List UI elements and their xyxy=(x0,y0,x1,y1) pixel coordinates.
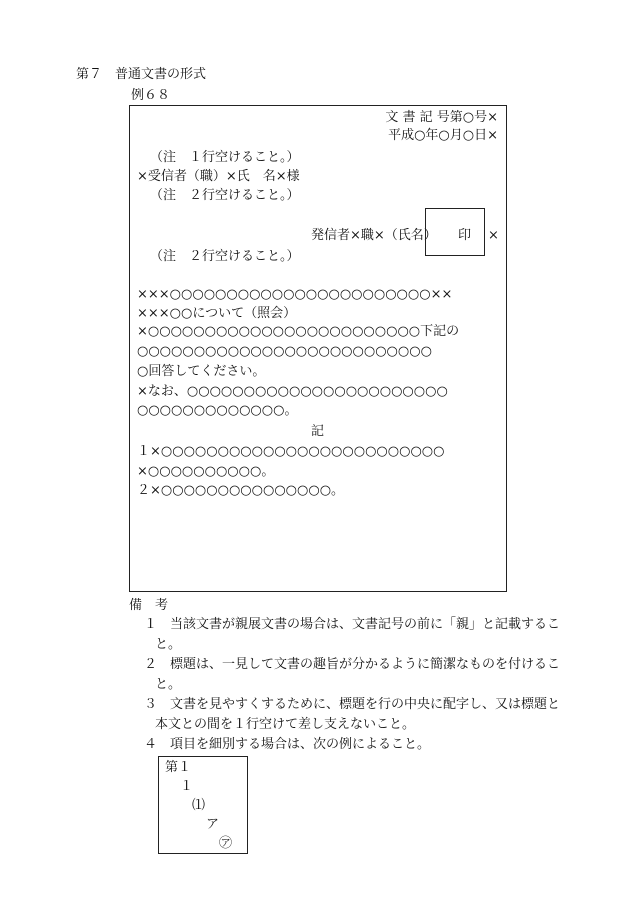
remark-text: 項目を細別する場合は、次の例によること。 xyxy=(170,737,431,752)
remark-number: ３ xyxy=(144,697,158,712)
seal-trailing-mark: × xyxy=(488,228,499,243)
list-item: ×○○○○○○○○○○。 xyxy=(137,464,275,479)
body-line: ○○○○○○○○○○○○○○○○○○○○○○○○○○ xyxy=(137,344,432,359)
note-two-lines-a: （注 ２行空けること。） xyxy=(150,188,300,203)
list-item: １×○○○○○○○○○○○○○○○○○○○○○○○○○ xyxy=(137,444,445,459)
doc-date: 平成○年○月○日× xyxy=(388,128,498,143)
hierarchy-level-3: ⑴ xyxy=(192,798,206,813)
list-item: ２×○○○○○○○○○○○○○○○。 xyxy=(137,483,345,498)
section-heading: 第７ 普通文書の形式 xyxy=(76,67,207,82)
ki-heading: 記 xyxy=(311,424,325,439)
title-line-2: ×××○○について（照会） xyxy=(137,306,297,321)
remark-text-cont: 本文との間を１行空けて差し支えないこと。 xyxy=(155,717,416,732)
title-line-1: ×××○○○○○○○○○○○○○○○○○○○○○○○×× xyxy=(137,287,453,302)
body-line: ×なお、○○○○○○○○○○○○○○○○○○○○○○○ xyxy=(137,384,448,399)
remark-number: １ xyxy=(144,617,158,632)
body-line: ×○○○○○○○○○○○○○○○○○○○○○○○○下記の xyxy=(137,324,460,339)
remark-text: 標題は、一見して文書の趣旨が分かるように簡潔なものを付けるこ xyxy=(170,657,561,672)
remark-number: ４ xyxy=(144,737,158,752)
seal-box xyxy=(425,208,485,256)
hierarchy-level-5: ㋐ xyxy=(219,836,233,851)
sender: 発信者×職×（氏名） xyxy=(311,228,437,243)
body-line: ○回答してください。 xyxy=(137,364,266,379)
note-one-line: （注 １行空けること。） xyxy=(150,150,300,165)
hierarchy-level-4: ア xyxy=(206,817,220,832)
remark-text: 文書を見やすくするために、標題を行の中央に配字し、又は標題と xyxy=(170,697,561,712)
note-two-lines-b: （注 ２行空けること。） xyxy=(150,249,300,264)
remarks-heading: 備 考 xyxy=(129,598,169,613)
remark-text: 当該文書が親展文書の場合は、文書記号の前に「親」と記載するこ xyxy=(170,617,561,632)
seal-label: 印 xyxy=(458,228,472,243)
remark-text-cont: と。 xyxy=(155,677,182,692)
recipient: ×受信者（職）×氏 名×様 xyxy=(137,169,300,184)
remark-text-cont: と。 xyxy=(155,637,182,652)
doc-number: 文 書 記 号第○号× xyxy=(385,110,498,125)
body-line: ○○○○○○○○○○○○○。 xyxy=(137,403,298,418)
hierarchy-level-2: １ xyxy=(180,779,194,794)
hierarchy-level-1: 第１ xyxy=(165,760,192,775)
example-label: 例６８ xyxy=(131,88,171,103)
remark-number: ２ xyxy=(144,657,158,672)
